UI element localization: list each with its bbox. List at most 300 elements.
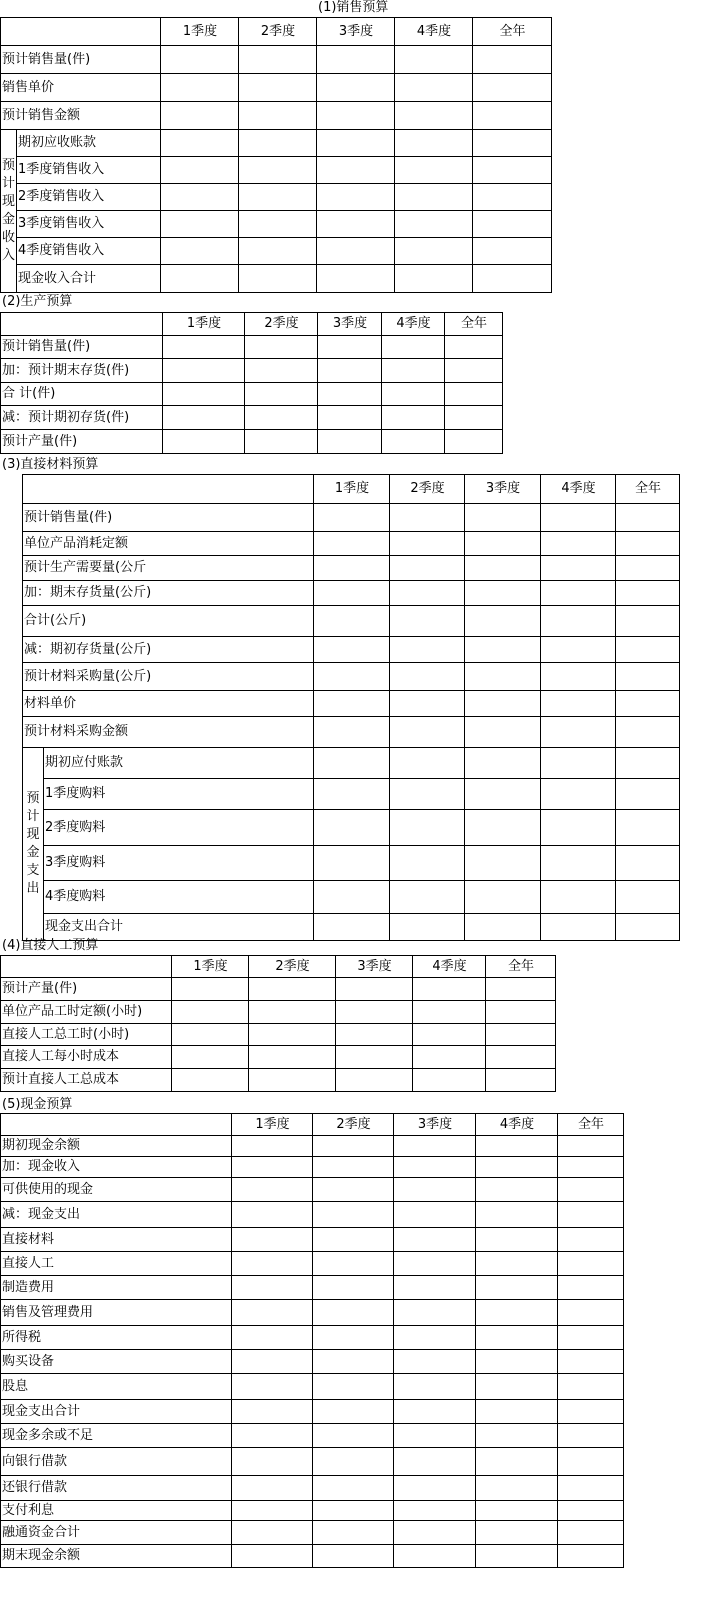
- value-cell: [172, 1069, 249, 1092]
- value-cell: [313, 1476, 394, 1501]
- value-cell: [317, 184, 395, 211]
- value-cell: [313, 1252, 394, 1276]
- value-cell: [394, 1424, 476, 1448]
- value-cell: [161, 265, 239, 293]
- value-cell: [394, 1202, 476, 1228]
- column-header: 1季度: [172, 956, 249, 978]
- value-cell: [239, 74, 317, 102]
- table-row: [1, 211, 552, 238]
- value-cell: [558, 1326, 624, 1350]
- value-cell: [476, 1476, 558, 1501]
- value-cell: [232, 1374, 313, 1400]
- value-cell: [232, 1326, 313, 1350]
- value-cell: [390, 606, 465, 637]
- table-row: [23, 748, 680, 779]
- header-row: [1, 18, 552, 46]
- corner-cell: [1, 956, 172, 978]
- value-cell: [313, 1276, 394, 1300]
- value-cell: [394, 1326, 476, 1350]
- table-row: [1, 383, 503, 406]
- value-cell: [390, 748, 465, 779]
- column-header: 4季度: [395, 18, 473, 46]
- table-row: [1, 1136, 624, 1157]
- value-cell: [161, 74, 239, 102]
- value-cell: [541, 691, 616, 717]
- value-cell: [239, 265, 317, 293]
- column-header: 全年: [486, 956, 556, 978]
- row-label: 制造费用: [1, 1276, 232, 1300]
- value-cell: [239, 130, 317, 157]
- table-row: [1, 1545, 624, 1568]
- value-cell: [558, 1400, 624, 1424]
- value-cell: [486, 1024, 556, 1046]
- column-header: 2季度: [239, 18, 317, 46]
- table-row: [1, 265, 552, 293]
- column-header: 全年: [558, 1114, 624, 1136]
- value-cell: [172, 978, 249, 1001]
- value-cell: [476, 1448, 558, 1476]
- table-row: [23, 581, 680, 606]
- value-cell: [390, 504, 465, 532]
- value-cell: [616, 663, 680, 691]
- value-cell: [558, 1228, 624, 1252]
- table-row: [1, 1276, 624, 1300]
- value-cell: [445, 383, 503, 406]
- value-cell: [161, 102, 239, 130]
- value-cell: [558, 1476, 624, 1501]
- value-cell: [476, 1252, 558, 1276]
- value-cell: [161, 157, 239, 184]
- value-cell: [232, 1350, 313, 1374]
- value-cell: [249, 1001, 336, 1024]
- value-cell: [413, 1024, 486, 1046]
- table-row: [1, 1326, 624, 1350]
- value-cell: [394, 1178, 476, 1202]
- row-label: 股息: [1, 1374, 232, 1400]
- corner-cell: [1, 1114, 232, 1136]
- row-label: 减：期初存货量(公斤): [23, 637, 314, 663]
- value-cell: [318, 383, 382, 406]
- table-row: [1, 74, 552, 102]
- value-cell: [313, 1424, 394, 1448]
- row-label: 1季度销售收入: [17, 157, 161, 184]
- value-cell: [476, 1326, 558, 1350]
- value-cell: [465, 606, 541, 637]
- row-label: 期初现金余额: [1, 1136, 232, 1157]
- value-cell: [465, 532, 541, 556]
- value-cell: [465, 663, 541, 691]
- row-label: 还银行借款: [1, 1476, 232, 1501]
- row-label: 现金支出合计: [44, 914, 314, 941]
- row-label: 加：现金收入: [1, 1157, 232, 1178]
- value-cell: [239, 46, 317, 74]
- value-cell: [313, 1350, 394, 1374]
- value-cell: [239, 238, 317, 265]
- table-row: [1, 1228, 624, 1252]
- value-cell: [232, 1178, 313, 1202]
- column-header: 3季度: [336, 956, 413, 978]
- table-row: [1, 238, 552, 265]
- value-cell: [390, 691, 465, 717]
- header-row: [1, 956, 556, 978]
- value-cell: [317, 238, 395, 265]
- value-cell: [486, 978, 556, 1001]
- value-cell: [558, 1300, 624, 1326]
- value-cell: [314, 663, 390, 691]
- row-label: 材料单价: [23, 691, 314, 717]
- column-header: 1季度: [232, 1114, 313, 1136]
- value-cell: [314, 606, 390, 637]
- value-cell: [616, 914, 680, 941]
- value-cell: [558, 1136, 624, 1157]
- value-cell: [390, 881, 465, 914]
- value-cell: [616, 779, 680, 810]
- value-cell: [313, 1501, 394, 1521]
- value-cell: [239, 211, 317, 238]
- value-cell: [476, 1300, 558, 1326]
- row-label: 3季度销售收入: [17, 211, 161, 238]
- value-cell: [318, 406, 382, 430]
- value-cell: [476, 1501, 558, 1521]
- value-cell: [395, 102, 473, 130]
- value-cell: [558, 1276, 624, 1300]
- value-cell: [382, 359, 445, 383]
- value-cell: [314, 846, 390, 881]
- column-header: 4季度: [413, 956, 486, 978]
- value-cell: [161, 238, 239, 265]
- value-cell: [313, 1326, 394, 1350]
- table-row: [23, 779, 680, 810]
- value-cell: [558, 1521, 624, 1545]
- value-cell: [558, 1350, 624, 1374]
- value-cell: [314, 637, 390, 663]
- value-cell: [390, 717, 465, 748]
- value-cell: [476, 1400, 558, 1424]
- value-cell: [314, 691, 390, 717]
- value-cell: [239, 184, 317, 211]
- value-cell: [163, 383, 245, 406]
- row-label: 1季度购料: [44, 779, 314, 810]
- table-row: [1, 1374, 624, 1400]
- corner-cell: [1, 313, 163, 336]
- row-label: 直接材料: [1, 1228, 232, 1252]
- value-cell: [245, 383, 318, 406]
- value-cell: [465, 779, 541, 810]
- value-cell: [394, 1374, 476, 1400]
- value-cell: [161, 184, 239, 211]
- header-row: [23, 475, 680, 504]
- table-row: [1, 1202, 624, 1228]
- value-cell: [616, 881, 680, 914]
- value-cell: [394, 1501, 476, 1521]
- value-cell: [445, 359, 503, 383]
- row-label: 销售单价: [1, 74, 161, 102]
- value-cell: [382, 406, 445, 430]
- value-cell: [336, 978, 413, 1001]
- table-row: [1, 184, 552, 211]
- column-header: 3季度: [317, 18, 395, 46]
- value-cell: [172, 1001, 249, 1024]
- row-label: 减：预计期初存货(件): [1, 406, 163, 430]
- row-label: 3季度购料: [44, 846, 314, 881]
- row-label: 预计材料采购量(公斤): [23, 663, 314, 691]
- column-header: 全年: [616, 475, 680, 504]
- value-cell: [390, 779, 465, 810]
- table-row: [1, 1300, 624, 1326]
- value-cell: [163, 336, 245, 359]
- value-cell: [245, 359, 318, 383]
- value-cell: [445, 430, 503, 454]
- value-cell: [476, 1545, 558, 1568]
- table-row: [23, 663, 680, 691]
- value-cell: [394, 1300, 476, 1326]
- value-cell: [249, 1069, 336, 1092]
- value-cell: [245, 430, 318, 454]
- column-header: 1季度: [314, 475, 390, 504]
- value-cell: [616, 606, 680, 637]
- table-row: [1, 1400, 624, 1424]
- table-row: [1, 406, 503, 430]
- value-cell: [394, 1521, 476, 1545]
- value-cell: [314, 779, 390, 810]
- table-row: [23, 881, 680, 914]
- value-cell: [558, 1202, 624, 1228]
- value-cell: [616, 581, 680, 606]
- value-cell: [239, 157, 317, 184]
- value-cell: [314, 717, 390, 748]
- group-label-text: 预计现金收入: [1, 158, 15, 263]
- value-cell: [558, 1501, 624, 1521]
- row-label: 预计生产需要量(公斤: [23, 556, 314, 581]
- value-cell: [395, 184, 473, 211]
- value-cell: [163, 430, 245, 454]
- value-cell: [616, 532, 680, 556]
- value-cell: [313, 1448, 394, 1476]
- row-label: 现金收入合计: [17, 265, 161, 293]
- value-cell: [313, 1136, 394, 1157]
- value-cell: [465, 810, 541, 846]
- value-cell: [413, 1001, 486, 1024]
- value-cell: [394, 1228, 476, 1252]
- cash-budget-table: [0, 1113, 624, 1568]
- cash-caption: (5)现金预算: [2, 1097, 73, 1112]
- table-row: [1, 336, 503, 359]
- value-cell: [317, 211, 395, 238]
- row-label: 4季度购料: [44, 881, 314, 914]
- value-cell: [394, 1136, 476, 1157]
- row-label: 购买设备: [1, 1350, 232, 1374]
- value-cell: [390, 810, 465, 846]
- column-header: 3季度: [318, 313, 382, 336]
- value-cell: [476, 1276, 558, 1300]
- value-cell: [232, 1501, 313, 1521]
- value-cell: [476, 1521, 558, 1545]
- table-row: [23, 810, 680, 846]
- value-cell: [558, 1545, 624, 1568]
- table-row: [23, 606, 680, 637]
- value-cell: [465, 748, 541, 779]
- value-cell: [541, 637, 616, 663]
- value-cell: [541, 504, 616, 532]
- value-cell: [465, 881, 541, 914]
- row-label: 预计产量(件): [1, 430, 163, 454]
- value-cell: [313, 1300, 394, 1326]
- value-cell: [314, 881, 390, 914]
- row-label: 加：期末存货量(公斤): [23, 581, 314, 606]
- value-cell: [232, 1400, 313, 1424]
- value-cell: [476, 1136, 558, 1157]
- table-row: [1, 157, 552, 184]
- value-cell: [390, 846, 465, 881]
- value-cell: [314, 556, 390, 581]
- value-cell: [476, 1228, 558, 1252]
- value-cell: [476, 1350, 558, 1374]
- value-cell: [473, 211, 552, 238]
- column-header: 3季度: [394, 1114, 476, 1136]
- value-cell: [314, 504, 390, 532]
- value-cell: [232, 1448, 313, 1476]
- value-cell: [395, 130, 473, 157]
- value-cell: [473, 102, 552, 130]
- value-cell: [394, 1157, 476, 1178]
- row-label: 销售及管理费用: [1, 1300, 232, 1326]
- value-cell: [317, 157, 395, 184]
- table-row: [1, 1424, 624, 1448]
- value-cell: [390, 663, 465, 691]
- row-label: 减：现金支出: [1, 1202, 232, 1228]
- value-cell: [541, 606, 616, 637]
- value-cell: [336, 1046, 413, 1069]
- value-cell: [314, 914, 390, 941]
- group-label: [1, 130, 17, 293]
- value-cell: [313, 1545, 394, 1568]
- value-cell: [336, 1024, 413, 1046]
- value-cell: [558, 1448, 624, 1476]
- value-cell: [486, 1069, 556, 1092]
- value-cell: [616, 810, 680, 846]
- value-cell: [317, 265, 395, 293]
- row-label: 支付利息: [1, 1501, 232, 1521]
- value-cell: [473, 74, 552, 102]
- column-header: 2季度: [249, 956, 336, 978]
- value-cell: [465, 717, 541, 748]
- value-cell: [541, 810, 616, 846]
- value-cell: [616, 748, 680, 779]
- labor-caption: (4)直接人工预算: [2, 938, 99, 953]
- value-cell: [232, 1476, 313, 1501]
- labor-budget-table: [0, 955, 556, 1092]
- value-cell: [465, 581, 541, 606]
- column-header: 4季度: [382, 313, 445, 336]
- row-label: 直接人工每小时成本: [1, 1046, 172, 1069]
- value-cell: [541, 881, 616, 914]
- value-cell: [476, 1202, 558, 1228]
- value-cell: [232, 1252, 313, 1276]
- row-label: 预计材料采购金额: [23, 717, 314, 748]
- value-cell: [541, 748, 616, 779]
- value-cell: [336, 1001, 413, 1024]
- row-label: 直接人工: [1, 1252, 232, 1276]
- value-cell: [313, 1157, 394, 1178]
- row-label: 预计销售量(件): [1, 336, 163, 359]
- value-cell: [558, 1374, 624, 1400]
- table-row: [1, 430, 503, 454]
- column-header: 全年: [445, 313, 503, 336]
- value-cell: [465, 504, 541, 532]
- value-cell: [232, 1521, 313, 1545]
- value-cell: [395, 157, 473, 184]
- header-row: [1, 313, 503, 336]
- table-row: [1, 1069, 556, 1092]
- value-cell: [394, 1400, 476, 1424]
- row-label: 向银行借款: [1, 1448, 232, 1476]
- value-cell: [395, 46, 473, 74]
- value-cell: [395, 74, 473, 102]
- value-cell: [465, 556, 541, 581]
- value-cell: [558, 1252, 624, 1276]
- table-row: [23, 914, 680, 941]
- value-cell: [541, 663, 616, 691]
- row-label: 预计直接人工总成本: [1, 1069, 172, 1092]
- row-label: 期初应付账款: [44, 748, 314, 779]
- row-label: 预计销售量(件): [1, 46, 161, 74]
- sales-budget-table: [0, 17, 552, 293]
- table-row: [1, 1157, 624, 1178]
- value-cell: [161, 130, 239, 157]
- value-cell: [390, 556, 465, 581]
- value-cell: [390, 637, 465, 663]
- value-cell: [317, 130, 395, 157]
- value-cell: [541, 581, 616, 606]
- value-cell: [465, 691, 541, 717]
- value-cell: [390, 914, 465, 941]
- row-label: 单位产品消耗定额: [23, 532, 314, 556]
- value-cell: [541, 846, 616, 881]
- value-cell: [394, 1476, 476, 1501]
- table-row: [1, 1001, 556, 1024]
- value-cell: [465, 914, 541, 941]
- value-cell: [249, 978, 336, 1001]
- value-cell: [318, 359, 382, 383]
- value-cell: [232, 1545, 313, 1568]
- table-row: [1, 1024, 556, 1046]
- row-label: 可供使用的现金: [1, 1178, 232, 1202]
- value-cell: [394, 1350, 476, 1374]
- table-row: [23, 717, 680, 748]
- production-budget-table: [0, 312, 503, 454]
- value-cell: [616, 556, 680, 581]
- value-cell: [394, 1448, 476, 1476]
- materials-budget-table: [22, 474, 680, 941]
- value-cell: [232, 1202, 313, 1228]
- value-cell: [473, 265, 552, 293]
- value-cell: [232, 1424, 313, 1448]
- header-row: [1, 1114, 624, 1136]
- column-header: 2季度: [245, 313, 318, 336]
- corner-cell: [1, 18, 161, 46]
- value-cell: [314, 748, 390, 779]
- value-cell: [413, 1069, 486, 1092]
- value-cell: [616, 846, 680, 881]
- table-row: [23, 691, 680, 717]
- value-cell: [232, 1157, 313, 1178]
- value-cell: [445, 336, 503, 359]
- table-row: [23, 846, 680, 881]
- value-cell: [336, 1069, 413, 1092]
- value-cell: [317, 74, 395, 102]
- value-cell: [390, 581, 465, 606]
- value-cell: [232, 1300, 313, 1326]
